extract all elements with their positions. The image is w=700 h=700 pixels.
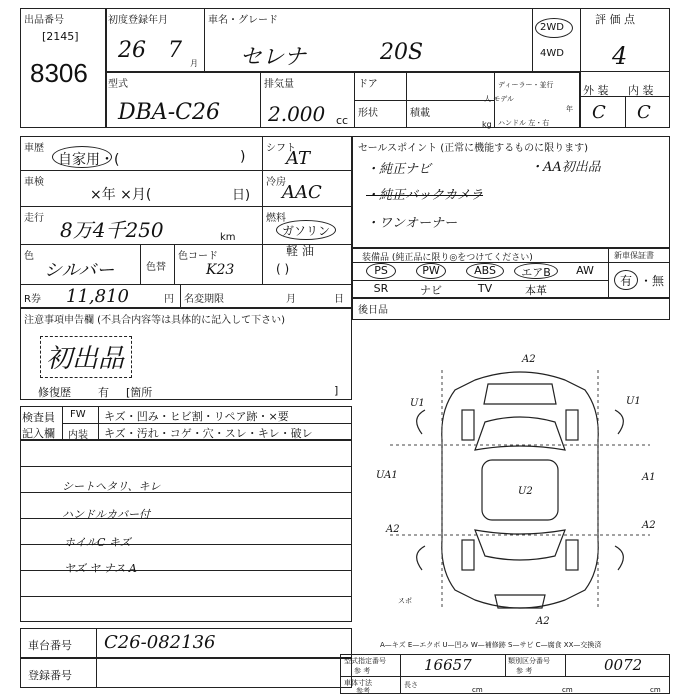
reg-month: 7 (168, 38, 182, 63)
inspector-interior-label: 内装 (68, 430, 88, 441)
cm-unit-1: cm (472, 686, 483, 694)
mark-spoiler: スポ (398, 597, 412, 605)
note-line-3: ホイルC キズ (64, 536, 131, 549)
warranty-yes: 有 (620, 274, 633, 288)
color-code-label: 色コード (178, 251, 218, 262)
class-sub: 参 考 (516, 667, 533, 675)
inspector-label: 検査員 (22, 411, 55, 424)
equip-sr: SR (373, 282, 389, 295)
chassis-label: 車台番号 (28, 639, 72, 652)
class-value: 0072 (604, 656, 643, 674)
recycle-unit: 円 (164, 294, 174, 305)
mark-ua1-left: UA1 (376, 470, 398, 481)
damage-legend: A—キズ E—エクボ U—凹み W—補修跡 S—サビ C—腐食 XX—交換済 (380, 641, 602, 649)
equipment-title: 装備品 (純正品に限り◎をつけてください) (362, 253, 533, 263)
size-sub: 参考 (356, 687, 370, 695)
disp-label: 排気量 (264, 79, 294, 90)
shift-value: AT (286, 148, 311, 169)
model-year-label: 人 モデル (484, 95, 514, 103)
name-change-day: 日 (334, 294, 344, 305)
part-close: ] (334, 384, 339, 397)
car-name: セレナ (240, 45, 307, 70)
lot-label: 出品番号 (24, 15, 64, 26)
sales-title: セールスポイント (正常に機能するものに限ります) (358, 143, 589, 154)
part-label: [箇所 (126, 386, 153, 399)
shape-label: 形状 (358, 108, 378, 119)
inspect-day: 日) (232, 188, 251, 203)
reg-label: 初度登録年月 (108, 15, 168, 26)
mileage-value: 8万4千250 (60, 218, 164, 242)
reg-year: 26 (118, 38, 146, 63)
size-label: 車体寸法 (344, 679, 372, 687)
model-value: DBA-C26 (118, 100, 220, 125)
repair-value: 有 (98, 386, 109, 399)
mark-a2-bottom: A2 (536, 616, 550, 627)
door-label: ドア (358, 79, 378, 90)
sales-point-3: ・純正バックカメラ (366, 188, 484, 203)
year-label: 年 (566, 105, 573, 113)
equip-navi: ナビ (420, 284, 442, 297)
cm-unit-2: cm (562, 686, 573, 694)
color-label: 色 (24, 251, 34, 262)
lot-sub: [2145] (42, 30, 79, 43)
equip-leather: 本革 (525, 284, 547, 297)
equip-airbag: エアB (521, 266, 551, 279)
score-label: 評 価 点 (595, 13, 635, 26)
recycle-label: R券 (24, 294, 41, 305)
equip-abs: ABS (474, 264, 496, 277)
type-cert-value: 16657 (424, 656, 472, 674)
length-label: 長さ (404, 681, 418, 689)
interior-items: キズ・汚れ・コゲ・穴・スレ・キレ・破レ (104, 427, 313, 440)
cm-unit-3: cm (650, 686, 661, 694)
mark-a2-right: A2 (642, 520, 656, 531)
load-unit: kg (482, 120, 492, 129)
lot-number: 8306 (30, 58, 88, 88)
disp-value: 2.000 (268, 102, 326, 126)
ac-value: AAC (282, 182, 322, 203)
inspect-value: ×年 ×月( (90, 187, 152, 203)
fuel-label: 燃料 (266, 213, 286, 224)
load-label: 積載 (410, 108, 430, 119)
drive-2wd: 2WD (540, 22, 564, 33)
model-label: 型式 (108, 79, 128, 90)
notes-stamp: 初出品 (46, 344, 125, 374)
notes-title: 注意事項申告欄 (不具合内容等は具体的に記入して下さい) (24, 315, 285, 326)
new-warranty-label: 新車保証書 (614, 251, 654, 260)
reg-month-unit: 月 (190, 59, 198, 68)
mark-u2-center: U2 (518, 486, 533, 497)
type-cert-label: 型式指定番号 (344, 657, 386, 665)
note-line-1: シートヘタリ、キレ (62, 480, 161, 493)
name-change-label: 名変期限 (184, 294, 224, 305)
fuel-value: ガソリン (282, 224, 331, 238)
exterior-grade: C (592, 102, 606, 123)
repair-label: 修復歴 (38, 386, 71, 399)
fw-items: キズ・凹み・ヒビ割・リペア跡・×要 (104, 410, 289, 423)
score-value: 4 (612, 42, 628, 70)
history-label: 車歴 (24, 143, 44, 154)
shift-label: シフト (266, 143, 296, 154)
warranty-no: ・無 (640, 274, 665, 288)
color-change-label: 色替 (146, 262, 166, 273)
fuel-alt: 軽 油 (286, 244, 314, 258)
class-label: 類別区分番号 (508, 657, 550, 665)
mileage-label: 走行 (24, 213, 44, 224)
color-value: シルバー (44, 260, 115, 281)
interior-grade: C (637, 102, 651, 123)
mark-a2-left: A2 (386, 524, 400, 535)
car-grade: 20S (380, 40, 424, 65)
color-code: K23 (206, 262, 235, 278)
after-box (352, 298, 670, 320)
mark-a1-right: A1 (642, 472, 656, 483)
equip-aw: AW (576, 264, 594, 277)
mark-u1-right: U1 (626, 396, 641, 407)
sales-point-2: ・AA初出品 (530, 160, 601, 175)
inspect-label: 車検 (24, 177, 44, 188)
dealer-label: ディーラー・並行 (498, 81, 554, 89)
mark-top: A2 (522, 354, 536, 365)
chassis-value: C26-082136 (104, 632, 216, 653)
type-cert-sub: 参 考 (354, 667, 371, 675)
recycle-value: 11,810 (66, 286, 129, 307)
mark-u1-left: U1 (410, 398, 425, 409)
drive-4wd: 4WD (540, 48, 564, 59)
ac-label: 冷房 (266, 177, 286, 188)
note-line-4: ヤズ ヤ ナス A (64, 562, 137, 575)
handle-label: ハンドル 左・右 (498, 119, 550, 127)
sales-point-4: ・ワンオーナー (366, 216, 458, 231)
disp-unit: cc (336, 114, 349, 127)
name-change-month: 月 (286, 294, 296, 305)
fuel-paren: ( ) (276, 262, 290, 276)
after-label: 後日品 (358, 305, 388, 316)
car-label: 車名・グレード (208, 15, 278, 26)
history-close: ) (240, 149, 246, 165)
sales-point-1: ・純正ナビ (366, 162, 432, 177)
exterior-label: 外 装 (583, 84, 609, 97)
equip-ps: PS (374, 264, 388, 277)
history-value: 自家用・( (58, 152, 120, 168)
mileage-unit: km (220, 232, 236, 243)
lined-area (20, 440, 352, 622)
interior-label: 内 装 (628, 84, 654, 97)
equip-tv: TV (477, 282, 493, 295)
equip-pw: PW (422, 264, 440, 277)
reg-number-label: 登録番号 (28, 669, 72, 682)
fw-label: FW (70, 409, 86, 420)
entry-label: 記入欄 (22, 427, 55, 440)
note-line-2: ハンドルカバー付 (62, 508, 150, 521)
